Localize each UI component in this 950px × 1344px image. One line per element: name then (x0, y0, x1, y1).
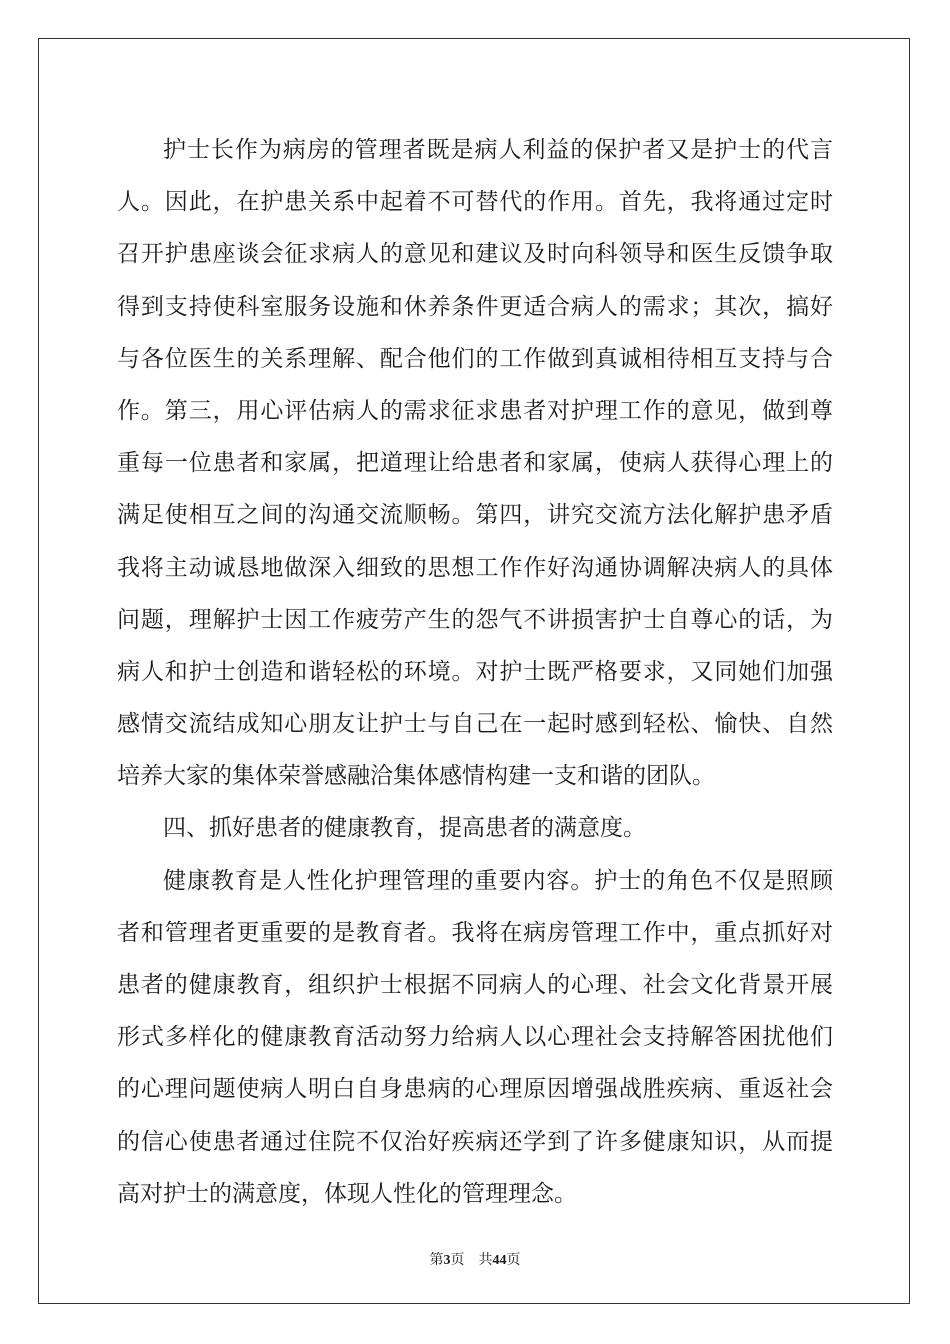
text-line: 我将主动诚恳地做深入细致的思想工作作好沟通协调解决病人的具体 (117, 554, 833, 581)
section-heading (117, 802, 833, 854)
text-line: 召开护患座谈会征求病人的意见和建议及时向科领导和医生反馈争取 (117, 241, 833, 268)
text-line: 培养大家的集体荣誉感融洽集体感情构建一支和谐的团队。 (117, 763, 715, 790)
page-prefix: 第 (429, 1252, 444, 1268)
total-pages: 44 (492, 1253, 507, 1268)
text-line: 作。第三，用心评估病人的需求征求患者对护理工作的意见，做到尊 (117, 397, 833, 424)
text-line: 与各位医生的关系理解、配合他们的工作做到真诚相待相互支持与合 (117, 345, 833, 372)
text-line: 高对护士的满意度，体现人性化的管理理念。 (117, 1180, 577, 1207)
page-number: 3 (443, 1253, 451, 1268)
paragraph-3 (117, 855, 833, 1220)
text-line: 人。因此，在护患关系中起着不可替代的作用。首先，我将通过定时 (117, 189, 833, 216)
total-prefix: 共 (478, 1252, 493, 1268)
text-line: 四、抓好患者的健康教育，提高患者的满意度。 (163, 815, 646, 842)
text-line: 感情交流结成知心朋友让护士与自己在一起时感到轻松、愉快、自然 (117, 711, 833, 738)
text-line: 的信心使患者通过住院不仅治好疾病还学到了许多健康知识，从而提 (117, 1128, 833, 1155)
total-suffix: 页 (506, 1252, 521, 1268)
text-line: 问题，理解护士因工作疲劳产生的怨气不讲损害护士自尊心的话，为 (117, 606, 833, 633)
text-line: 者和管理者更重要的是教育者。我将在病房管理工作中，重点抓好对 (117, 919, 833, 946)
text-line: 重每一位患者和家属，把道理让给患者和家属，使病人获得心理上的 (117, 450, 833, 477)
text-line: 患者的健康教育，组织护士根据不同病人的心理、社会文化背景开展 (117, 972, 833, 998)
page-footer (0, 1249, 950, 1269)
text-line: 得到支持使科室服务设施和休养条件更适合病人的需求；其次，搞好 (117, 293, 833, 320)
page-suffix: 页 (450, 1252, 465, 1268)
text-line: 的心理问题使病人明白自身患病的心理原因增强战胜疾病、重返社会 (117, 1076, 833, 1103)
text-line: 护士长作为病房的管理者既是病人利益的保护者又是护士的代言 (163, 137, 833, 163)
document-body (117, 124, 833, 1220)
paragraph-1 (117, 124, 833, 802)
text-line: 形式多样化的健康教育活动努力给病人以心理社会支持解答困扰他们 (117, 1024, 833, 1051)
text-line: 满足使相互之间的沟通交流顺畅。第四，讲究交流方法化解护患矛盾 (117, 502, 833, 529)
text-line: 健康教育是人性化护理管理的重要内容。护士的角色不仅是照顾 (163, 867, 833, 894)
text-line: 病人和护士创造和谐轻松的环境。对护士既严格要求，又同她们加强 (117, 658, 833, 685)
